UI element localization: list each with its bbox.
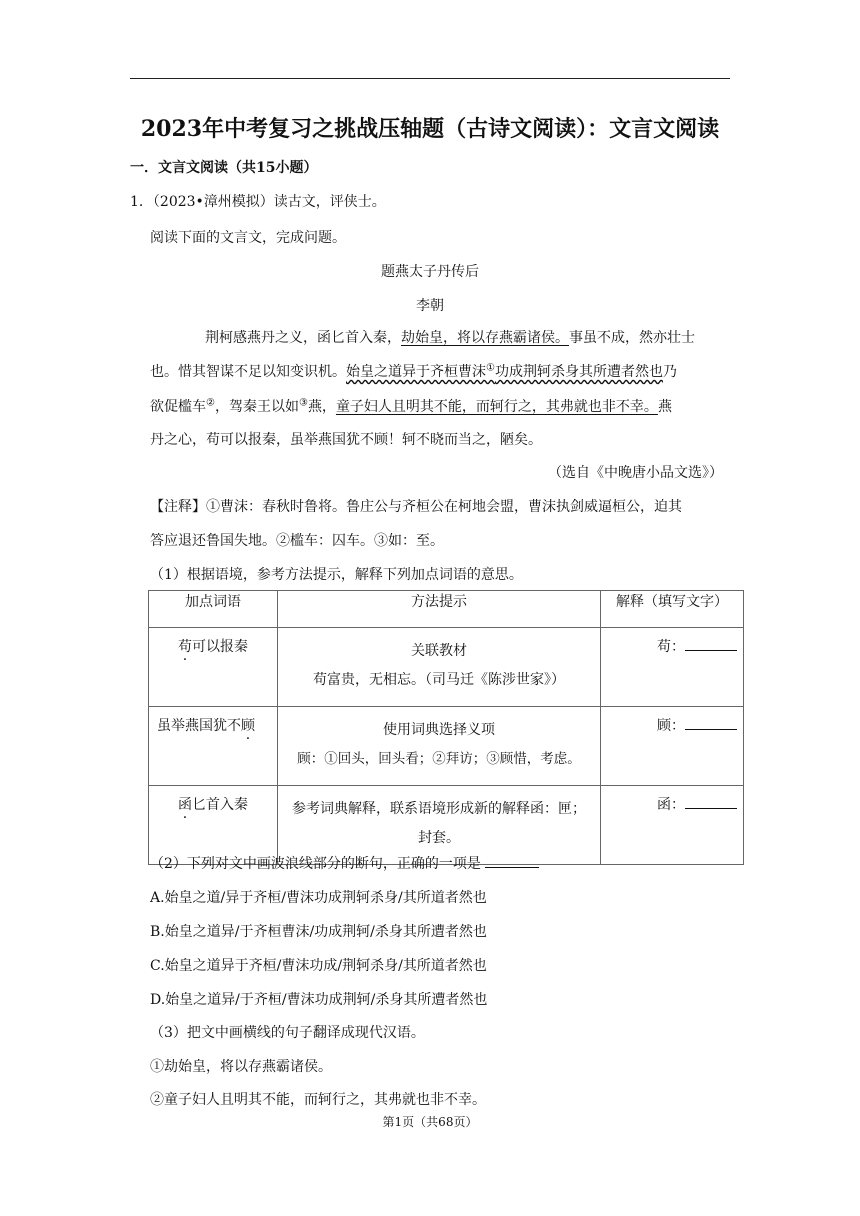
page-footer: 第1页（共68页） (382, 1115, 478, 1129)
text-segment: 虽举燕国犹不 (157, 718, 241, 734)
table-header-cell: 方法提示 (278, 591, 601, 628)
passage-title: 题燕太子丹传后 (381, 264, 479, 280)
answer-blank[interactable] (685, 808, 737, 809)
vocab-table (148, 590, 744, 865)
answer-cell[interactable] (601, 786, 744, 865)
table-row (149, 628, 744, 707)
subquestion-2 (150, 853, 539, 873)
underlined-sentence-1: 劫始皇，将以存燕霸诸侯。 (401, 330, 569, 346)
answer-label: 函： (657, 797, 685, 813)
answer-blank[interactable] (685, 650, 737, 651)
option-d: D.始皇之道异/于齐桓/曹沫功成荆轲/杀身其所遭者然也 (150, 992, 488, 1008)
note-marker-2: ② (206, 397, 215, 409)
wavy-underlined-passage (346, 364, 663, 380)
question-stem: 1．（2023•漳州模拟）读古文，评侠士。 (130, 194, 386, 210)
notes-line-2: 答应退还鲁国失地。②槛车：囚车。③如：至。 (150, 533, 444, 549)
answer-label: 顾： (657, 718, 685, 734)
table-header-row (149, 591, 744, 628)
passage-line-4: 丹之心，苟可以报秦，虽举燕国犹不顾！轲不晓而当之，陋矣。 (150, 432, 542, 448)
text-segment: 也。惜其智谋不足以知变识机。 (150, 364, 346, 380)
hint-example: 顾：①回头，回头看；②拜访；③顾惜，考虑。 (297, 751, 581, 767)
text-segment: 可以报秦 (192, 639, 248, 655)
note-marker-3: ③ (298, 397, 308, 409)
table-row (149, 707, 744, 786)
text-segment: ，驾秦王以如 (214, 399, 299, 415)
answer-label: 苟： (657, 639, 685, 655)
hint-method: 参考词典解释，联系语境形成新的解释函：匣； (292, 801, 586, 817)
hint-example: 封套。 (418, 830, 460, 846)
underlined-sentence-2: 童子妇人且明其不能，而轲行之，其弗就也非不幸。 (335, 399, 658, 415)
text-segment: （2）下列对文中画波浪线部分的断句，正确的一项是 (150, 856, 481, 872)
text-segment: 欲促槛车 (150, 399, 206, 415)
hint-example: 苟富贵，无相忘。（司马迁《陈涉世家》） (313, 672, 565, 688)
dotted-word: 顾 (241, 718, 255, 734)
dotted-word: 函 (178, 797, 192, 813)
hint-method: 使用词典选择义项 (383, 722, 495, 738)
text-segment: 燕， (307, 399, 336, 415)
text-segment: 乃 (662, 364, 677, 380)
answer-blank[interactable] (685, 729, 737, 730)
word-cell (149, 628, 278, 707)
option-a: A.始皇之道/异于齐桓/曹沫功成荆轲杀身/其所道者然也 (150, 890, 487, 906)
source-citation: （选自《中晚唐小品文选》） (548, 465, 723, 481)
text-segment: 燕 (657, 399, 672, 415)
passage-line-2 (150, 361, 677, 381)
passage-author: 李朝 (416, 298, 444, 314)
dotted-word: 苟 (178, 639, 192, 655)
table-header-cell: 解释（填写文字） (601, 591, 744, 628)
section-heading: 一．文言文阅读（共15小题） (130, 160, 318, 176)
answer-cell[interactable] (601, 707, 744, 786)
subquestion-3: （3）把文中画横线的句子翻译成现代汉语。 (150, 1025, 425, 1041)
text-segment: 事虽不成，然亦壮士 (569, 330, 695, 346)
translation-item-1: ①劫始皇，将以存燕霸诸侯。 (150, 1059, 332, 1075)
page-title: 2023年中考复习之挑战压轴题（古诗文阅读）：文言文阅读 (140, 116, 720, 142)
note-marker-1: ① (486, 362, 495, 374)
instruction: 阅读下面的文言文，完成问题。 (150, 230, 346, 246)
hint-cell (278, 707, 601, 786)
word-cell (149, 707, 278, 786)
hint-method: 关联教材 (411, 643, 467, 659)
translation-item-2: ②童子妇人且明其不能，而轲行之，其弗就也非不幸。 (150, 1092, 486, 1108)
hint-cell (278, 628, 601, 707)
answer-cell[interactable] (601, 628, 744, 707)
text-segment: 匕首入秦 (192, 797, 248, 813)
header-rule (130, 78, 730, 79)
text-segment: 功成荆轲杀身其所遭者然也 (494, 364, 663, 380)
notes-line-1: 【注释】①曹沫：春秋时鲁将。鲁庄公与齐桓公在柯地会盟，曹沫执剑威逼桓公，迫其 (150, 499, 682, 515)
passage-line-3 (150, 396, 672, 416)
option-b: B.始皇之道异/于齐桓曹沫/功成荆轲/杀身其所遭者然也 (150, 924, 487, 940)
passage-line-1 (205, 327, 695, 347)
subquestion-1: （1）根据语境，参考方法提示，解释下列加点词语的意思。 (150, 567, 523, 583)
text-segment: 荆柯感燕丹之义，函匕首入秦， (205, 330, 401, 346)
answer-blank[interactable] (485, 867, 539, 868)
table-header-cell: 加点词语 (149, 591, 278, 628)
text-segment: 始皇之道异于齐桓曹沫 (346, 364, 486, 380)
option-c: C.始皇之道异于齐桓/曹沫功成/荆轲杀身/其所道者然也 (150, 958, 487, 974)
